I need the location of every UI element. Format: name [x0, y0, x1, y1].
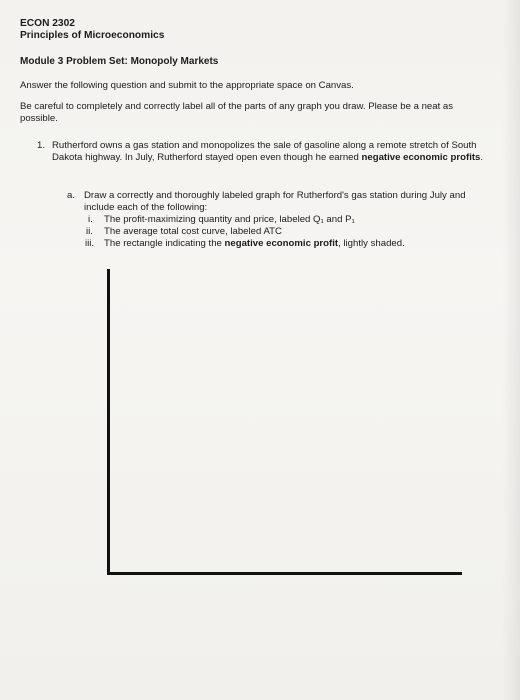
item-iii-number: iii.	[85, 238, 95, 249]
question-number: 1.	[37, 140, 46, 151]
course-code: ECON 2302	[20, 18, 75, 29]
question-text-bold: negative economic profits	[361, 152, 481, 163]
course-name: Principles of Microeconomics	[20, 30, 165, 41]
item-iii-end: , lightly shaded.	[338, 238, 405, 249]
part-a-text: Draw a correctly and thoroughly labeled graph for Rutherford's gas station during July and include each of the following:	[84, 190, 466, 213]
item-iii-bold: negative economic profit	[224, 238, 339, 249]
page-shadow	[502, 0, 520, 700]
module-title: Module 3 Problem Set: Monopoly Markets	[20, 56, 219, 67]
part-a-label: a.	[67, 190, 76, 201]
question-text	[52, 140, 492, 164]
item-ii-number: ii.	[86, 226, 93, 237]
question-text-end: .	[480, 152, 484, 163]
label-instruction: Be careful to completely and correctly label all of the parts of any graph you draw. Please be a neat as possible.	[20, 101, 454, 124]
item-iii-text	[104, 238, 405, 250]
question-text-part1: Rutherford owns a gas station and monopolizes the sale of gasoline along a remote stretch of South Dakota highway. In July, Rutherford stayed open even though he earned	[52, 140, 477, 163]
item-i-number: i.	[88, 214, 93, 225]
graph-vertical-axis	[107, 269, 110, 575]
item-i-text: The profit-maximizing quantity and price, labeled Q₁ and P₁	[104, 214, 355, 225]
item-ii-text: The average total cost curve, labeled ATC	[104, 226, 282, 237]
graph-horizontal-axis	[107, 572, 462, 575]
submit-instruction: Answer the following question and submit to the appropriate space on Canvas.	[20, 80, 354, 91]
item-iii-part1: The rectangle indicating the	[104, 238, 225, 249]
